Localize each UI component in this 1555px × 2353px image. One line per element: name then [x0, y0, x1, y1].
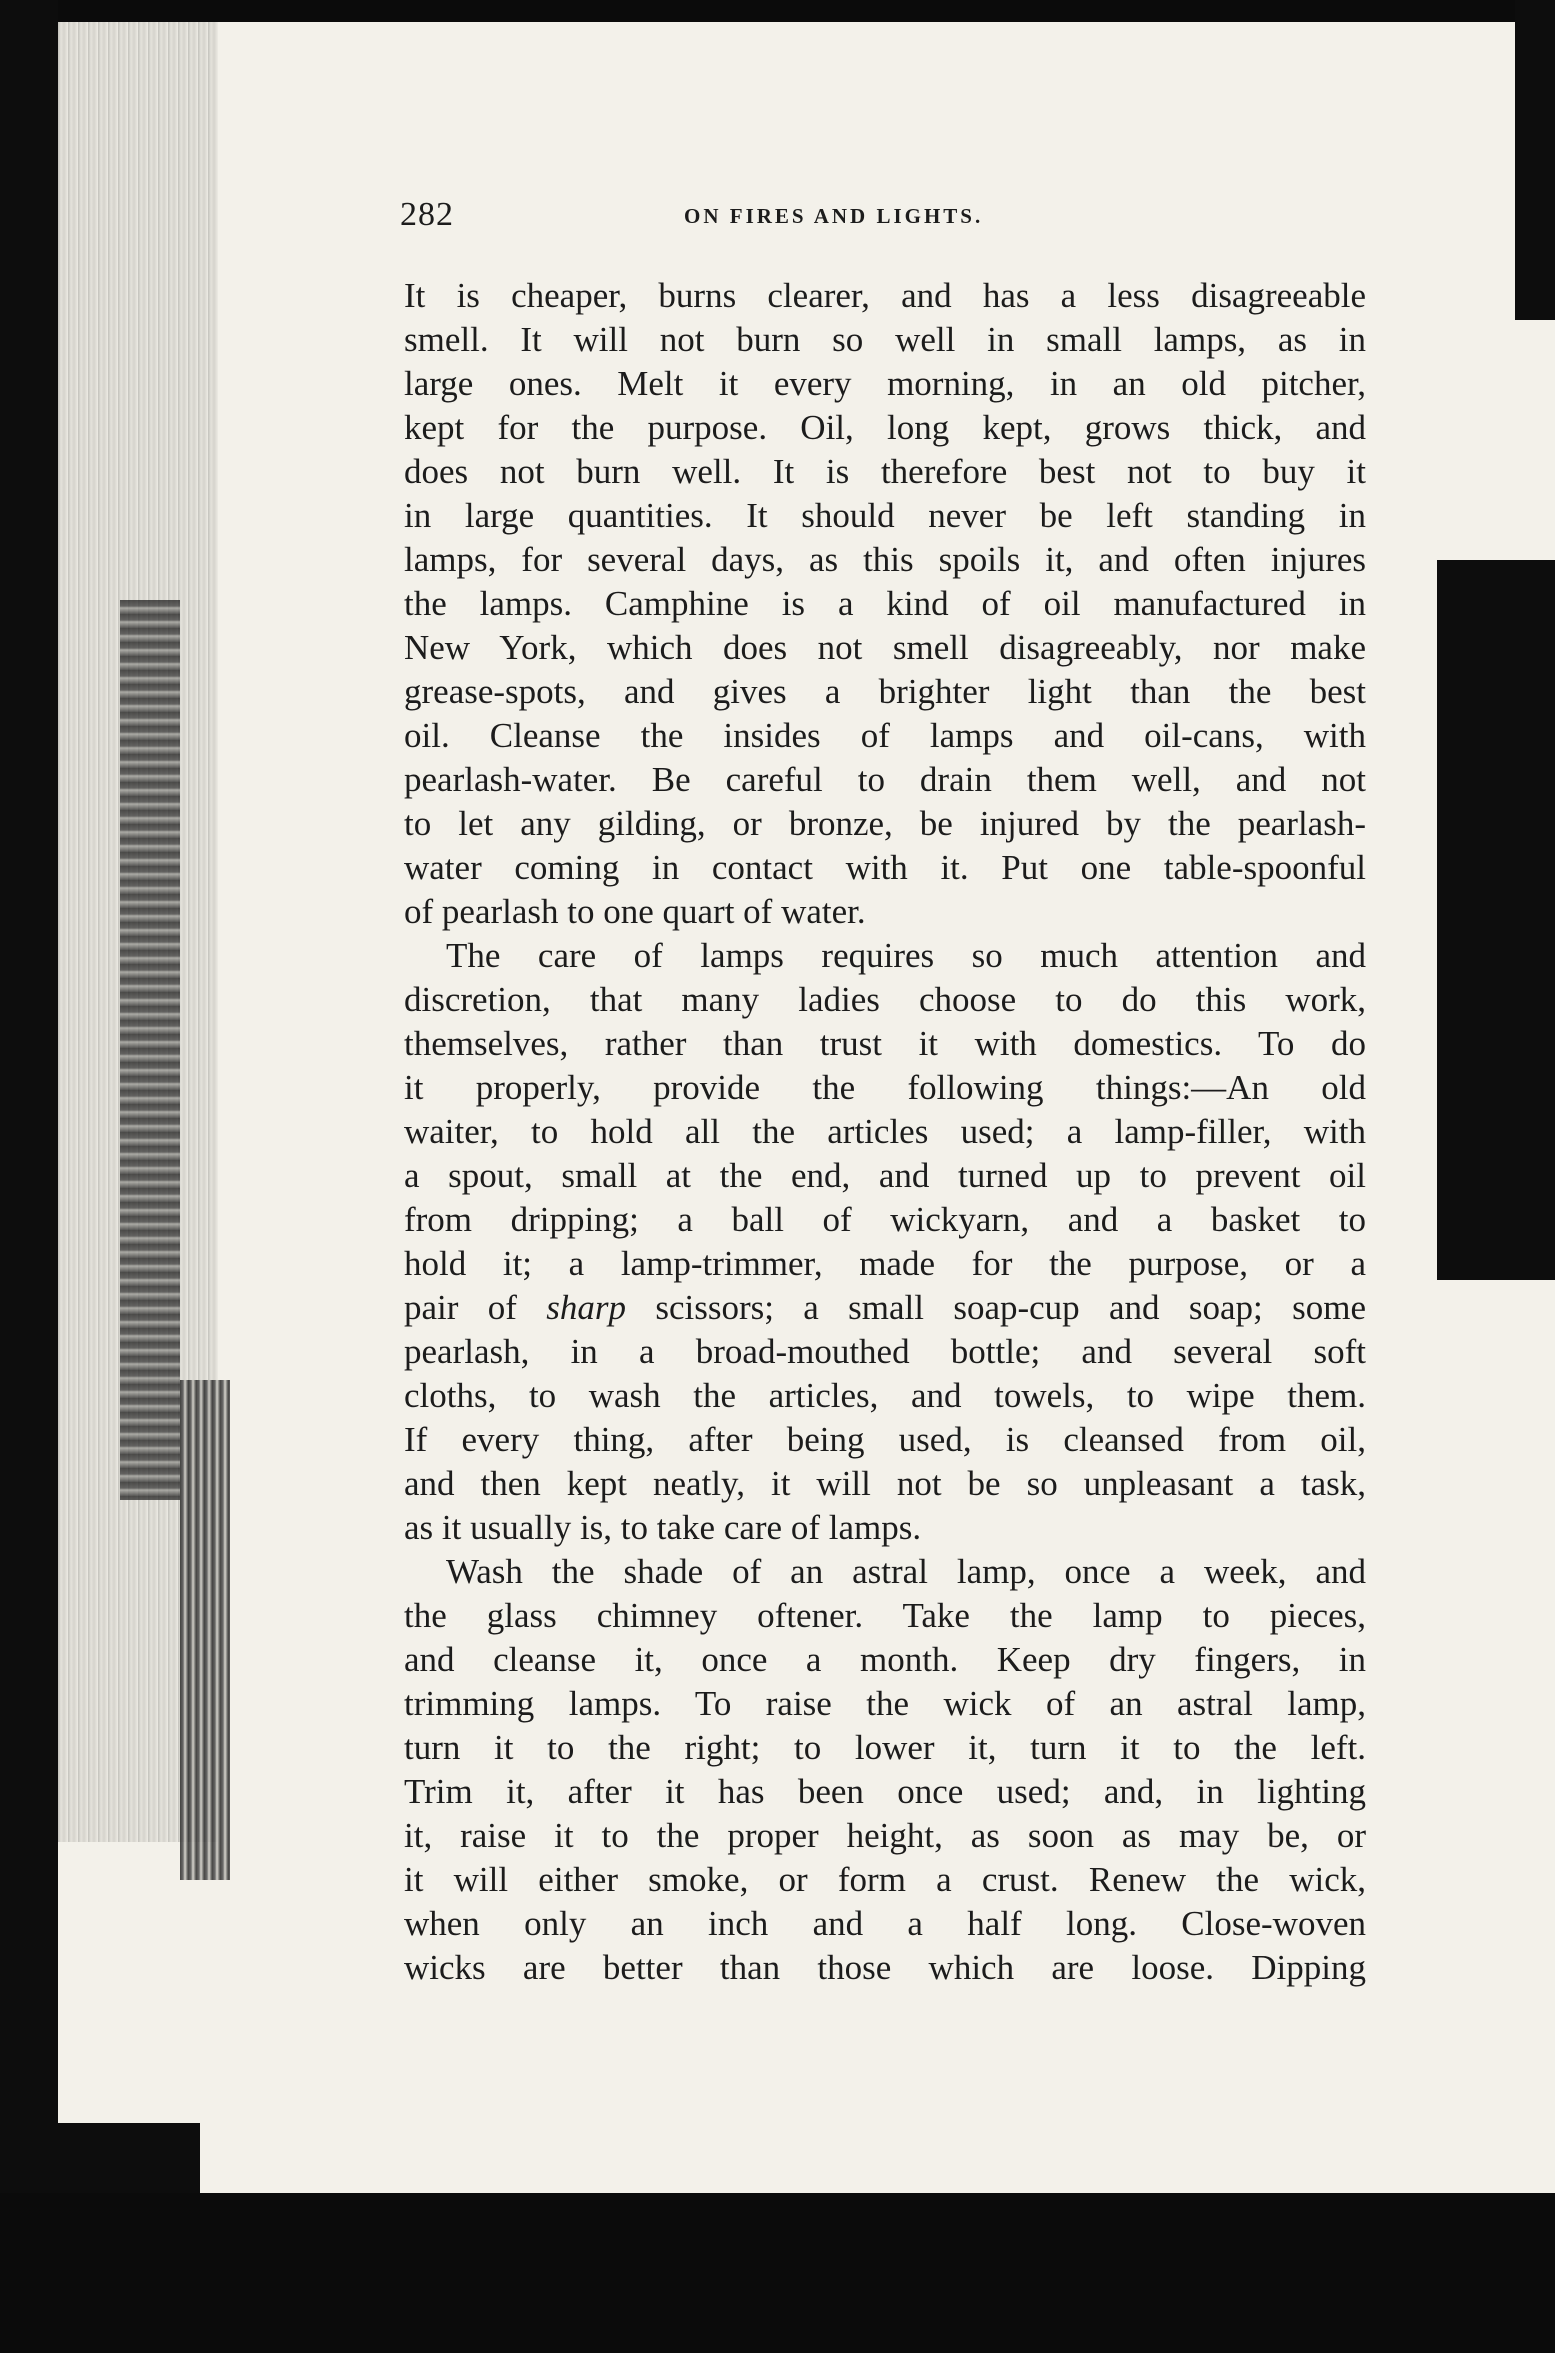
- page-number: 282: [400, 196, 454, 233]
- text-line: trimming lamps. To raise the wick of an astral lamp,: [404, 1684, 1366, 1723]
- text-line: hold it; a lamp-trimmer, made for the purpose, or a: [404, 1244, 1366, 1283]
- scan-border-top: [0, 0, 1555, 22]
- text-line: it properly, provide the following things:—An old: [404, 1068, 1366, 1107]
- text-line-with-italic: [404, 1286, 1366, 1330]
- text-line: of pearlash to one quart of water.: [404, 892, 866, 931]
- italic-word: sharp: [546, 1288, 626, 1327]
- text-line: when only an inch and a half long. Close-woven: [404, 1904, 1366, 1943]
- text-line: water coming in contact with it. Put one table-spoonful: [404, 848, 1366, 887]
- page-body: [404, 274, 1366, 1990]
- text-line: the glass chimney oftener. Take the lamp to pieces,: [404, 1596, 1366, 1635]
- text-line: The care of lamps requires so much attention and: [446, 936, 1366, 975]
- paragraph-1: [404, 274, 1366, 934]
- text-line: discretion, that many ladies choose to do this work,: [404, 980, 1366, 1019]
- text-line: kept for the purpose. Oil, long kept, grows thick, and: [404, 408, 1366, 447]
- text-line: does not burn well. It is therefore best not to buy it: [404, 452, 1366, 491]
- text-line: pearlash, in a broad-mouthed bottle; and several soft: [404, 1332, 1366, 1371]
- text-line: the lamps. Camphine is a kind of oil manufactured in: [404, 584, 1366, 623]
- text-line: and then kept neatly, it will not be so unpleasant a task,: [404, 1464, 1366, 1503]
- text-line: it will either smoke, or form a crust. Renew the wick,: [404, 1860, 1366, 1899]
- text-line: It is cheaper, burns clearer, and has a less disagreeable: [404, 276, 1366, 315]
- text-line: a spout, small at the end, and turned up to prevent oil: [404, 1156, 1366, 1195]
- text-line: oil. Cleanse the insides of lamps and oil-cans, with: [404, 716, 1366, 755]
- text-line: themselves, rather than trust it with domestics. To do: [404, 1024, 1366, 1063]
- text-line: grease-spots, and gives a brighter light than the best: [404, 672, 1366, 711]
- text-line: If every thing, after being used, is cleansed from oil,: [404, 1420, 1366, 1459]
- paragraph-2: [404, 934, 1366, 1550]
- book-gutter-shadow-lower: [180, 1380, 230, 1880]
- text-line: to let any gilding, or bronze, be injured by the pearlash-: [404, 804, 1366, 843]
- text-line: from dripping; a ball of wickyarn, and a basket to: [404, 1200, 1366, 1239]
- text-line: pearlash-water. Be careful to drain them well, and not: [404, 760, 1366, 799]
- text-line: in large quantities. It should never be left standing in: [404, 496, 1366, 535]
- text-line: as it usually is, to take care of lamps.: [404, 1508, 922, 1547]
- scan-border-right-band: [1437, 560, 1555, 1280]
- text-line: cloths, to wash the articles, and towels, to wipe them.: [404, 1376, 1366, 1415]
- text-line: wicks are better than those which are loose. Dipping: [404, 1948, 1366, 1987]
- text-line: Wash the shade of an astral lamp, once a week, and: [446, 1552, 1366, 1591]
- text-line: New York, which does not smell disagreeably, nor make: [404, 628, 1366, 667]
- scan-border-bottom: [0, 2193, 1555, 2353]
- text-fragment: pair of: [404, 1288, 547, 1327]
- running-title: ON FIRES AND LIGHTS.: [684, 204, 984, 228]
- text-line: waiter, to hold all the articles used; a lamp-filler, with: [404, 1112, 1366, 1151]
- text-line: and cleanse it, once a month. Keep dry fingers, in: [404, 1640, 1366, 1679]
- scan-border-bottom-left: [0, 2123, 200, 2203]
- paragraph-3: [404, 1550, 1366, 1990]
- text-line: it, raise it to the proper height, as soon as may be, or: [404, 1816, 1366, 1855]
- running-head: [400, 196, 1090, 236]
- book-gutter-shadow: [120, 600, 180, 1500]
- text-fragment: scissors; a small soap-cup and soap; some: [626, 1288, 1366, 1327]
- text-line: turn it to the right; to lower it, turn it to the left.: [404, 1728, 1366, 1767]
- scan-border-right-upper: [1515, 0, 1555, 320]
- scan-border-left: [0, 0, 58, 2353]
- text-line: lamps, for several days, as this spoils it, and often injures: [404, 540, 1366, 579]
- text-line: large ones. Melt it every morning, in an old pitcher,: [404, 364, 1366, 403]
- text-line: Trim it, after it has been once used; and, in lighting: [404, 1772, 1366, 1811]
- text-line: smell. It will not burn so well in small lamps, as in: [404, 320, 1366, 359]
